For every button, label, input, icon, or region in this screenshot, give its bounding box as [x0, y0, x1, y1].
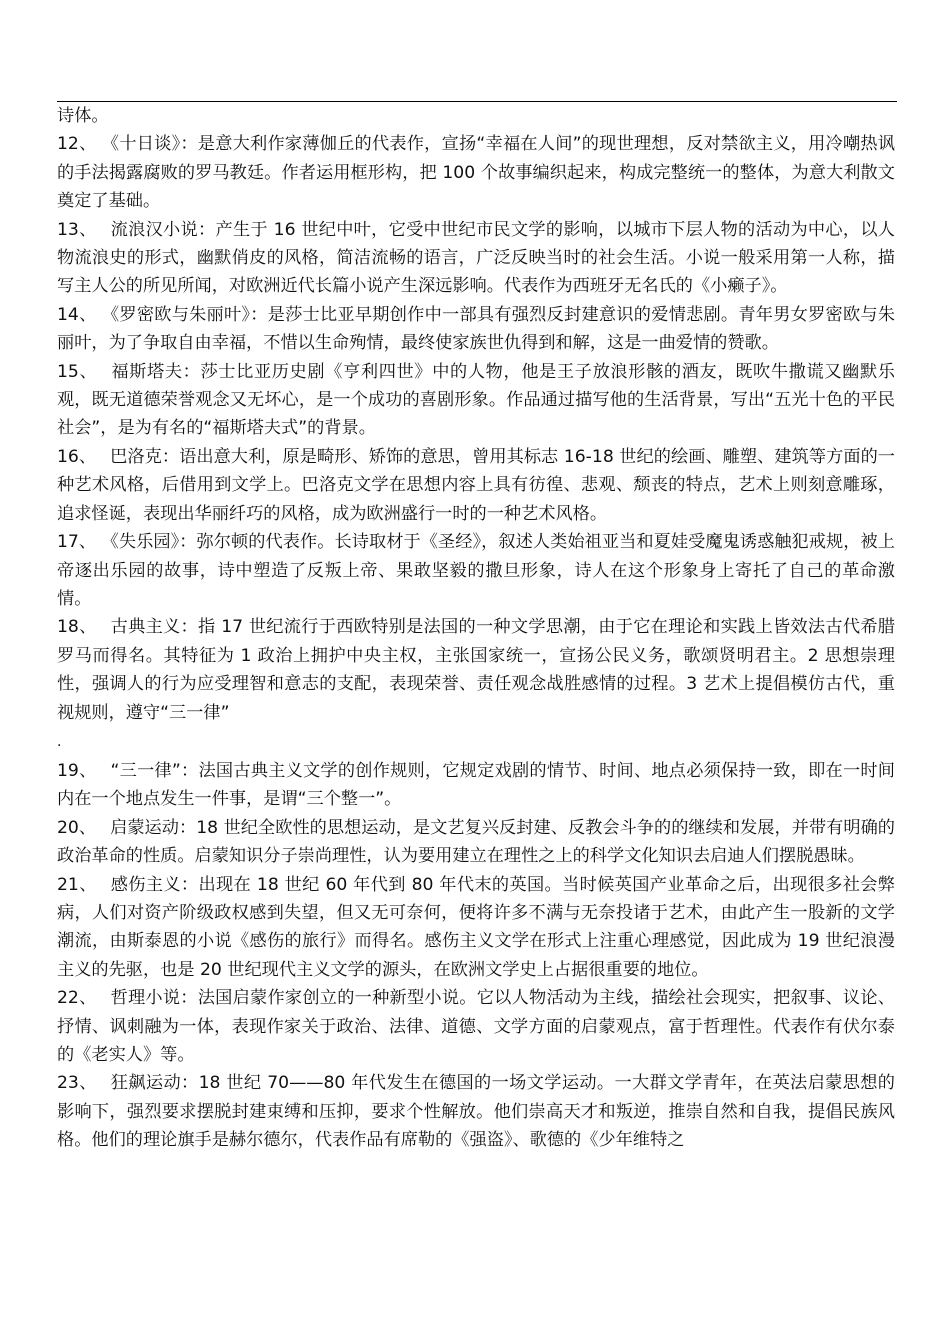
stray-period-line — [57, 727, 895, 757]
entry-18 — [57, 613, 895, 727]
entry-text: 流浪汉小说：产生于 16 世纪中叶，它受中世纪市民文学的影响，以城市下层人物的活动为中心，以人物流浪史的形式，幽默俏皮的风格，简洁流畅的语言，广泛反映当时的社会生活。小说一般采用第一人称，描写主人公的所见所闻，对欧洲近代长篇小说产生深远影响。代表作为西班牙无名氏的《小癞子》。 — [57, 219, 895, 297]
entry-text: 《罗密欧与朱丽叶》：是莎士比亚早期创作中一部具有强烈反封建意识的爱情悲剧。青年男女罗密欧与朱丽叶，为了争取自由幸福，不惜以生命殉情，最终使家族世仇得到和解，这是一曲爱情的赞歌。 — [57, 304, 896, 354]
entry-number: 20、 — [57, 817, 97, 838]
entry-15 — [57, 358, 895, 443]
continuation-line: 诗体。 — [57, 106, 109, 126]
entry-13 — [57, 216, 895, 301]
entry-21 — [57, 871, 895, 985]
entry-number: 23、 — [57, 1073, 97, 1094]
entry-text: 《十日谈》：是意大利作家薄伽丘的代表作，宣扬“幸福在人间”的现世理想，反对禁欲主义，用冷嘲热讽的手法揭露腐败的罗马教廷。作者运用框形构，把 100 个故事编织起来，构成完整统一的整体，为意大利散文奠定了基础。 — [57, 134, 895, 212]
entry-number: 18、 — [57, 617, 97, 638]
document-body — [57, 102, 895, 1155]
entry-text: 《失乐园》：弥尔顿的代表作。长诗取材于《圣经》，叙述人类始祖亚当和夏娃受魔鬼诱惑触犯戒规，被上帝逐出乐园的故事，诗中塑造了反叛上帝、果敢坚毅的撒旦形象，诗人在这个形象身上寄托了自己的革命激情。 — [57, 532, 895, 609]
entry-text: 狂飙运动：18 世纪 70——80 年代发生在德国的一场文学运动。一大群文学青年，在英法启蒙思想的影响下，强烈要求摆脱封建束缚和压抑，要求个性解放。他们崇高天才和叛逆，推崇自然和自我，提倡民族风格。他们的理论旗手是赫尔德尔，代表作品有席勒的《强盗》、歌德的《少年维特之 — [57, 1073, 895, 1151]
entry-text: 感伤主义：出现在 18 世纪 60 年代到 80 年代末的英国。当时候英国产业革命之后，出现很多社会弊病，人们对资产阶级政权感到失望，但又无可奈何，便将许多不满与无奈投诸于艺术，由此产生一股新的文学潮流，由斯泰恩的小说《感伤的旅行》而得名。感伤主义文学在形式上注重心理感觉，因此成为 19 世纪浪漫主义的先驱，也是 20 世纪现代主义文学的源头，在欧洲文学史上占据很重要的地位。 — [57, 874, 895, 980]
entry-23 — [57, 1069, 895, 1154]
entry-number: 17、 — [57, 532, 97, 553]
entry-number: 21、 — [57, 874, 97, 895]
entry-text: 古典主义：指 17 世纪流行于西欧特别是法国的一种文学思潮，由于它在理论和实践上皆效法古代希腊罗马而得名。其特征为 1 政治上拥护中央主权，主张国家统一，宣扬公民义务，歌颂贤明君主。2 思想崇理性，强调人的行为应受理智和意志的支配，表现荣誉、责任观念战胜感情的过程。3 艺术上提倡模仿古代，重视规则，遵守“三一律” — [57, 617, 895, 723]
entry-number: 12、 — [57, 134, 97, 155]
entry-text: 启蒙运动：18 世纪全欧性的思想运动，是文艺复兴反封建、反教会斗争的的继续和发展，并带有明确的政治革命的性质。启蒙知识分子崇尚理性，认为要用建立在理性之上的科学文化知识去启迪人们摆脱愚昧。 — [57, 817, 895, 867]
entry-17 — [57, 528, 895, 613]
entry-20 — [57, 814, 895, 871]
entry-number: 19、 — [57, 760, 97, 781]
entry-text: “三一律”：法国古典主义文学的创作规则，它规定戏剧的情节、时间、地点必须保持一致，即在一时间内在一个地点发生一件事，是谓“三个整一”。 — [57, 760, 895, 810]
entry-22 — [57, 984, 895, 1069]
entry-number: 15、 — [57, 361, 98, 382]
entry-12 — [57, 130, 895, 215]
entry-19 — [57, 757, 895, 814]
entry-number: 16、 — [57, 446, 97, 467]
entry-14 — [57, 301, 895, 358]
entry-text: 巴洛克：语出意大利，原是畸形、矫饰的意思，曾用其标志 16-18 世纪的绘画、雕塑、建筑等方面的一种艺术风格，后借用到文学上。巴洛克文学在思想内容上具有彷徨、悲观、颓丧的特点，艺术上则刻意雕琢，追求怪诞，表现出华丽纤巧的风格，成为欧洲盛行一时的一种艺术风格。 — [57, 446, 895, 524]
stray-period: . — [57, 733, 62, 750]
entry-number: 13、 — [57, 219, 97, 240]
entry-number: 22、 — [57, 988, 97, 1009]
entry-text: 福斯塔夫：莎士比亚历史剧《亨利四世》中的人物，他是王子放浪形骸的酒友，既吹牛撒谎又幽默乐观，既无道德荣誉观念又无坏心，是一个成功的喜剧形象。作品通过描写他的生活背景，写出“五光十色的平民社会”，是为有名的“福斯塔夫式”的背景。 — [57, 361, 895, 439]
entry-16 — [57, 443, 895, 528]
entry-text: 哲理小说：法国启蒙作家创立的一种新型小说。它以人物活动为主线，描绘社会现实，把叙事、议论、抒情、讽刺融为一体，表现作家关于政治、法律、道德、文学方面的启蒙观点，富于哲理性。代表作有伏尔泰的《老实人》等。 — [57, 988, 895, 1065]
entry-number: 14、 — [57, 304, 97, 325]
